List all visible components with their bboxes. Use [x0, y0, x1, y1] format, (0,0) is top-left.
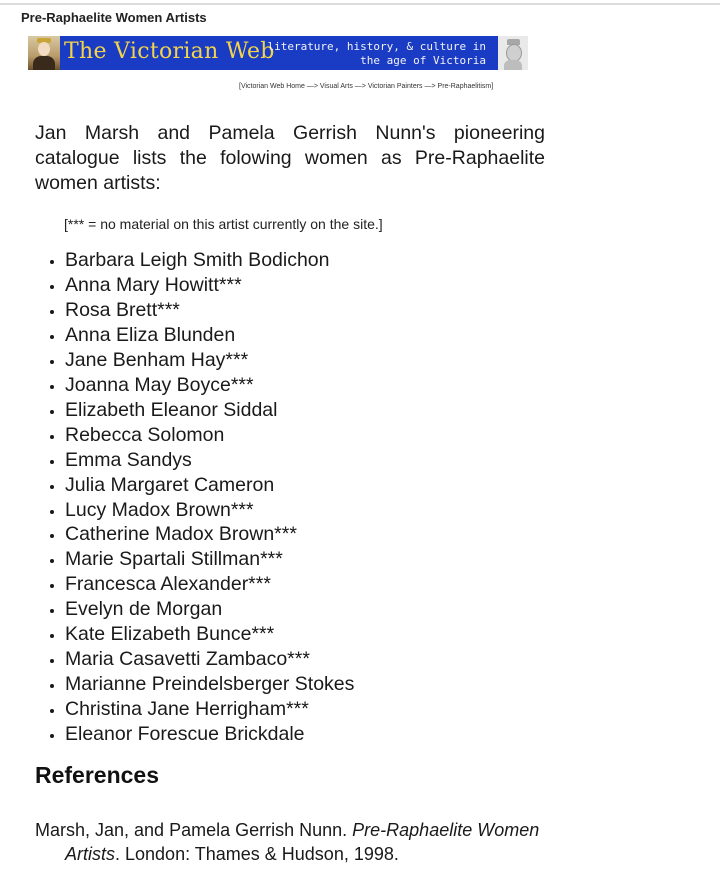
artist-list: [36, 248, 354, 747]
list-item: • Joanna May Boyce***: [65, 373, 354, 398]
banner-title: The Victorian Web: [64, 39, 275, 64]
breadcrumb-victorian-painters[interactable]: Victorian Painters: [367, 83, 423, 90]
list-item: • Francesca Alexander***: [65, 572, 354, 597]
queen-bust-icon: [498, 36, 528, 70]
banner-tagline-line2: the age of Victoria: [360, 54, 486, 67]
no-material-note: [*** = no material on this artist currently on the site.]: [64, 216, 383, 232]
list-item: • Emma Sandys: [65, 448, 354, 473]
list-item: • Catherine Madox Brown***: [65, 522, 354, 547]
breadcrumb-visual-arts[interactable]: Visual Arts: [319, 83, 353, 90]
list-item: • Jane Benham Hay***: [65, 348, 354, 373]
top-divider: [0, 3, 720, 5]
breadcrumb-separator: —>: [422, 83, 438, 90]
breadcrumb: [239, 83, 493, 90]
references-heading: References: [35, 762, 160, 788]
intro-paragraph: Jan Marsh and Pamela Gerrish Nunn's pioneering catalogue lists the folowing women as Pre-Raphaelite women artists:: [35, 122, 545, 194]
list-item: • Lucy Madox Brown***: [65, 498, 354, 523]
list-item: • Christina Jane Herrigham***: [65, 697, 354, 722]
reference-book-title: Pre-Raphaelite Women Artists: [65, 820, 540, 864]
list-item: • Maria Casavetti Zambaco***: [65, 647, 354, 672]
banner-tagline-line1: literature, history, & culture in: [267, 40, 486, 53]
breadcrumb-close: ]: [491, 83, 494, 90]
reference-entry: [35, 818, 545, 866]
list-item: • Evelyn de Morgan: [65, 597, 354, 622]
list-item: • Marie Spartali Stillman***: [65, 547, 354, 572]
breadcrumb-open: [: [239, 83, 241, 90]
breadcrumb-separator: —>: [304, 83, 320, 90]
queen-victoria-portrait-icon: [28, 36, 60, 70]
reference-publication: . London: Thames & Hudson, 1998.: [115, 844, 399, 864]
victorian-web-banner[interactable]: [28, 36, 528, 70]
list-item: • Rosa Brett***: [65, 298, 354, 323]
list-item: • Elizabeth Eleanor Siddal: [65, 398, 354, 423]
list-item: • Julia Margaret Cameron: [65, 473, 354, 498]
list-item: • Kate Elizabeth Bunce***: [65, 622, 354, 647]
list-item: • Barbara Leigh Smith Bodichon: [65, 248, 354, 273]
breadcrumb-victorian-web-home[interactable]: Victorian Web Home: [240, 83, 305, 90]
list-item: • Marianne Preindelsberger Stokes: [65, 672, 354, 697]
list-item: • Rebecca Solomon: [65, 423, 354, 448]
page-title: Pre-Raphaelite Women Artists: [21, 10, 207, 25]
list-item: • Anna Eliza Blunden: [65, 323, 354, 348]
list-item: • Anna Mary Howitt***: [65, 273, 354, 298]
breadcrumb-separator: —>: [352, 83, 368, 90]
breadcrumb-pre-raphaelitism[interactable]: Pre-Raphaelitism: [437, 83, 492, 90]
reference-authors: Marsh, Jan, and Pamela Gerrish Nunn.: [35, 820, 353, 840]
banner-tagline: [246, 40, 486, 68]
list-item: • Eleanor Forescue Brickdale: [65, 722, 354, 747]
